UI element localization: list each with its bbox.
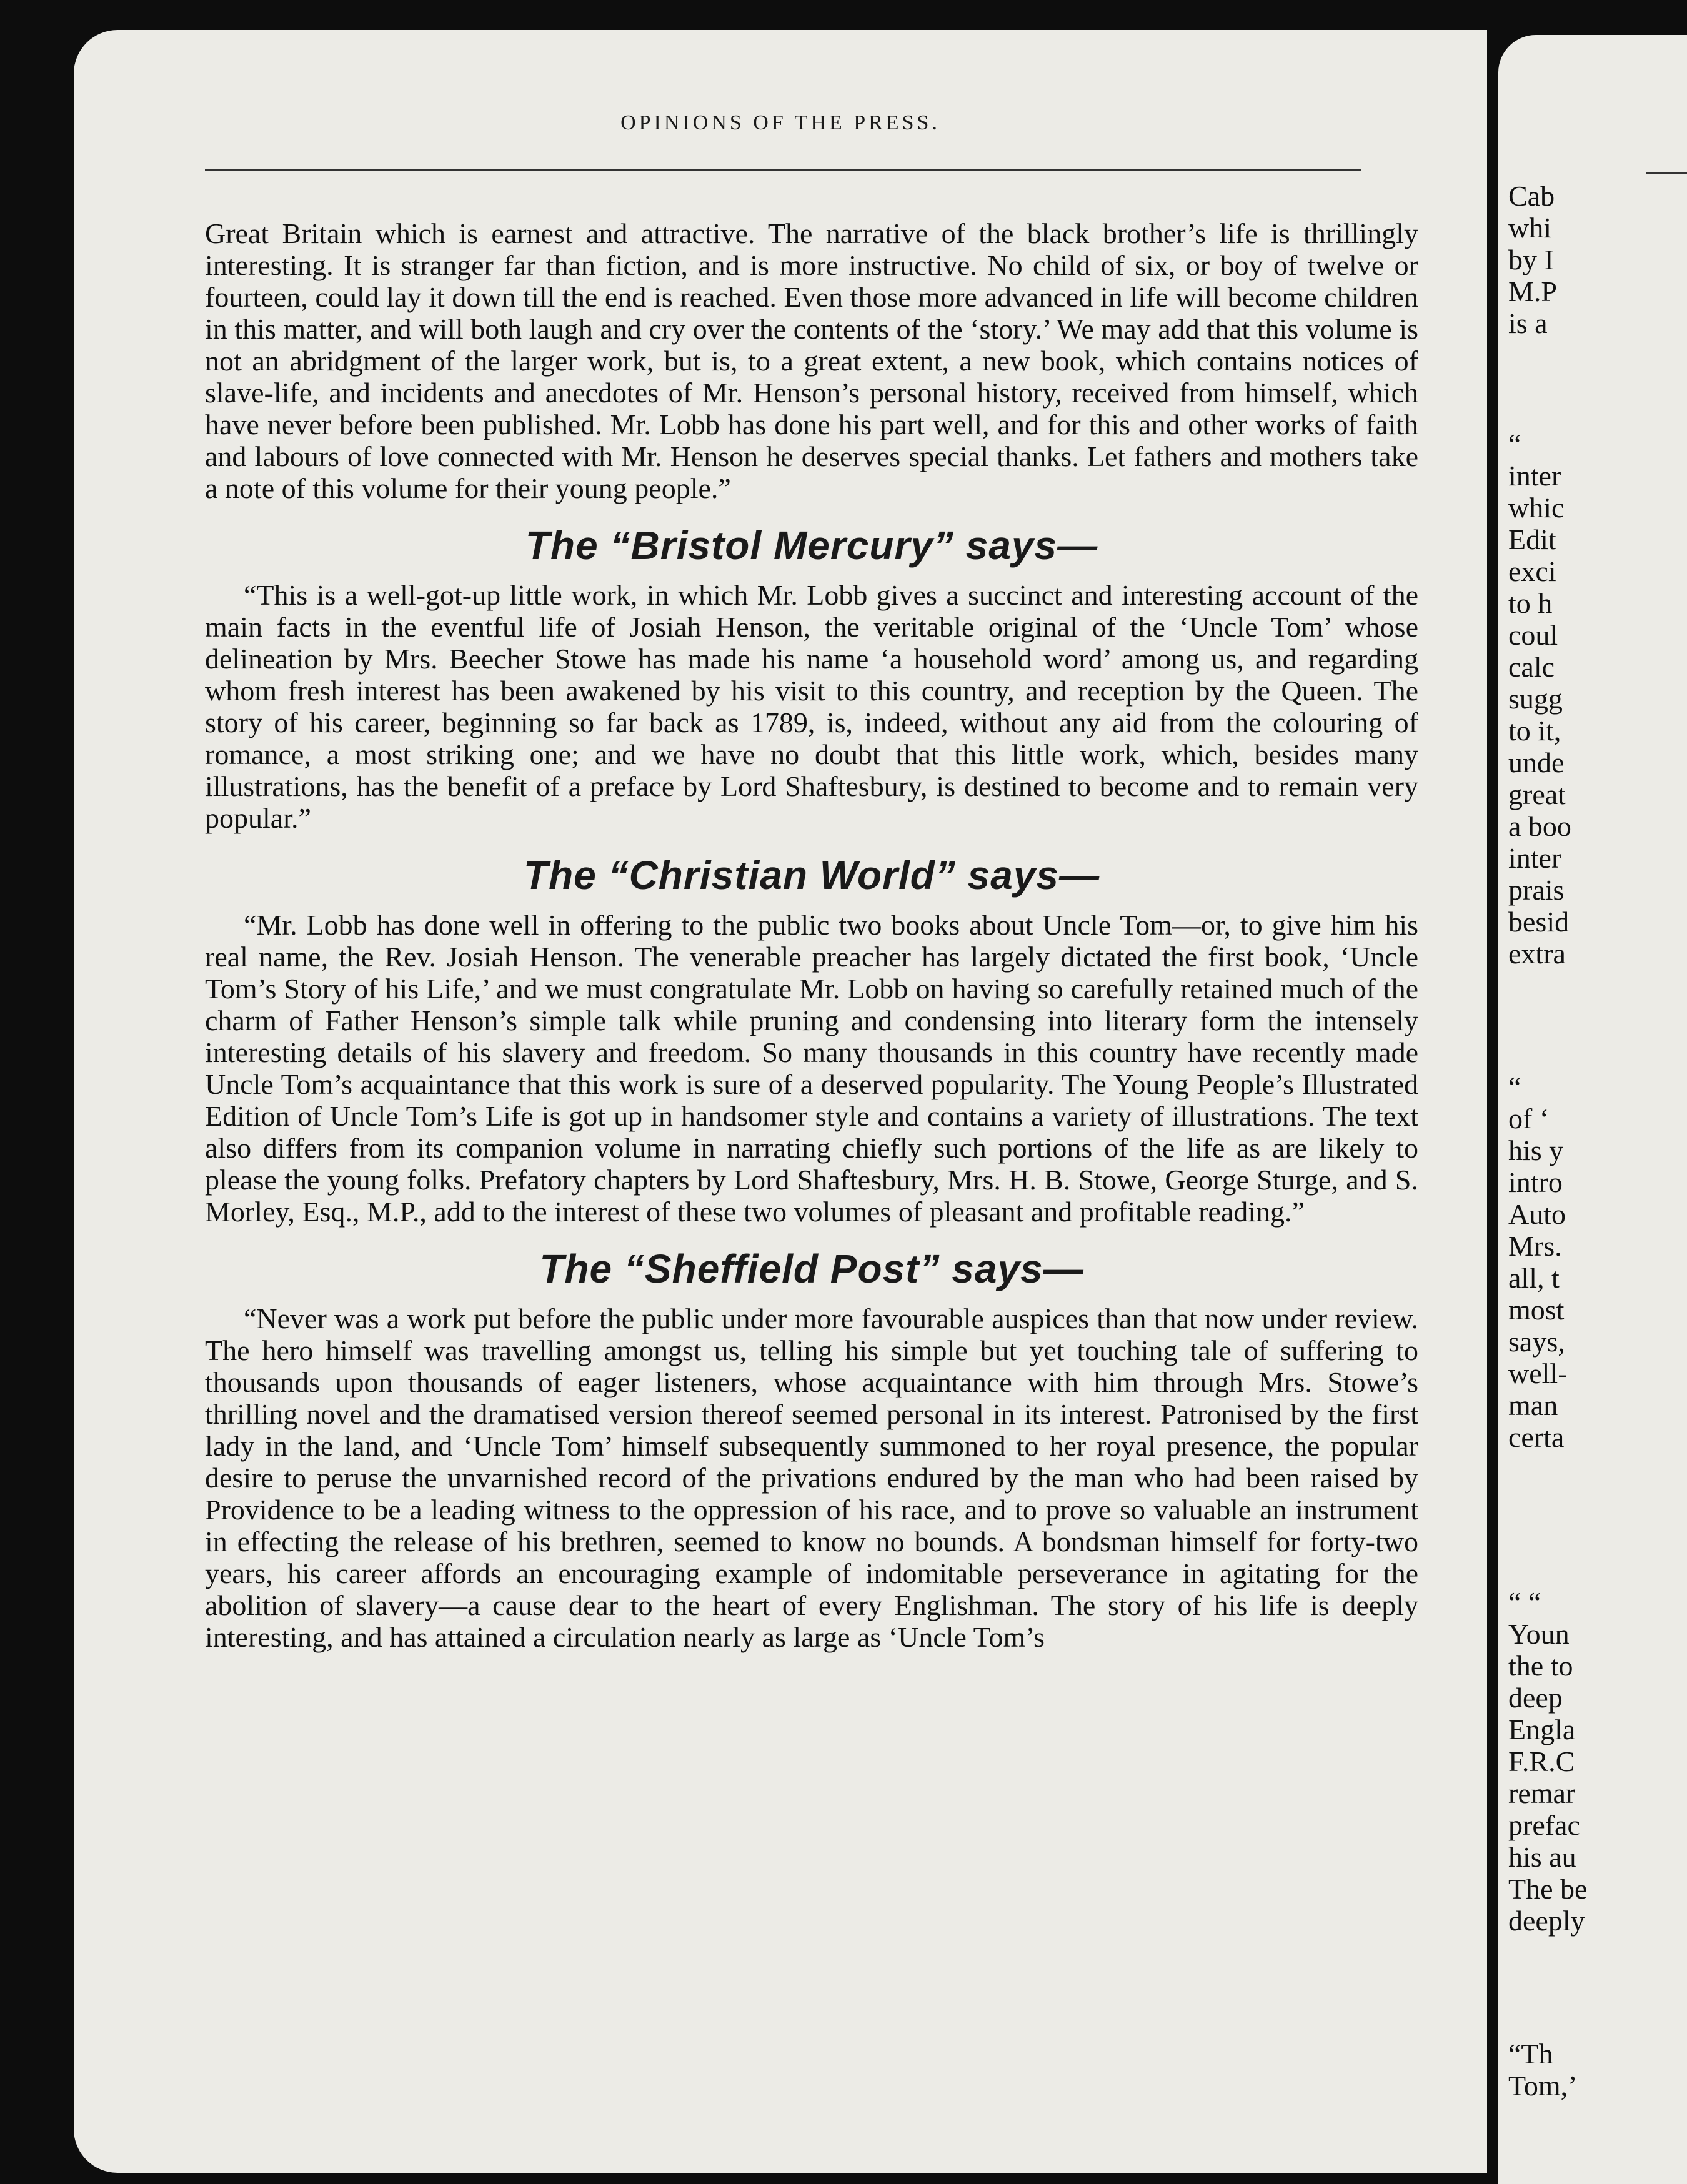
right-page-fragment: M.P [1508, 275, 1557, 307]
right-page-fragment: prefac [1508, 1809, 1580, 1841]
right-page-fragment: “Th [1508, 2038, 1553, 2070]
review-text-sheffield-post: “Never was a work put before the public under more favourable auspices than that now under review. The hero himself was travelling amongst us, telling his simple but yet touching tale of suffering to thousands upon thousands of eager listeners, whose acquaintance with him through Mrs. Stowe’s thrilling novel and the dramatised version thereof seemed personal in its interest. Patronised by the first lady in the land, and ‘Uncle Tom’ himself subsequently summoned to her royal presence, the popular desire to peruse the unvarnished record of the privations endured by the man who had been raised by Providence to be a leading witness to the oppression of his race, and to prove so valuable an instrument in effecting the release of his brethren, seemed to know no bounds. A bondsman himself for forty-two years, his career affords an encouraging example of indomitable perseverance in agitating for the abolition of slavery—a cause dear to the heart of every Englishman. The story of his life is deeply interesting, and has attained a circulation nearly as large as ‘Uncle Tom’s [205, 1303, 1418, 1653]
left-page [74, 30, 1487, 2173]
right-page-fragment: sugg [1508, 683, 1563, 715]
right-page-fragment: “ [1508, 1071, 1521, 1103]
right-page-fragment: Edit [1508, 524, 1556, 555]
right-page-fragment: coul [1508, 619, 1558, 651]
right-page-fragment: great [1508, 778, 1566, 810]
right-page-fragment: of ‘ [1508, 1103, 1550, 1134]
right-page-fragment: his y [1508, 1134, 1564, 1166]
right-page-fragment: F.R.C [1508, 1745, 1575, 1777]
right-page-fragment: whic [1508, 492, 1565, 524]
right-page-fragment: whi [1508, 212, 1551, 244]
right-page-fragment: inter [1508, 460, 1561, 492]
right-page-fragment: says, [1508, 1326, 1565, 1358]
right-page-fragment: man [1508, 1389, 1558, 1421]
right-page-fragment: remar [1508, 1777, 1576, 1809]
right-page-fragment: intro [1508, 1166, 1563, 1198]
right-page-fragment: to h [1508, 587, 1553, 619]
right-page-fragment: “ [1508, 428, 1521, 460]
right-page-fragment: Tom,’ [1508, 2070, 1578, 2102]
review-heading-christian-world: The “Christian World” says— [524, 853, 1100, 898]
right-page-fragment: deep [1508, 1682, 1563, 1714]
right-page-fragment: Youn [1508, 1618, 1570, 1650]
right-page-fragment: his au [1508, 1841, 1576, 1873]
right-page-fragment: calc [1508, 651, 1555, 683]
right-page-fragment: Cab [1508, 180, 1555, 212]
right-header-rule [1646, 172, 1687, 174]
running-header: OPINIONS OF THE PRESS. [620, 111, 940, 134]
right-page-fragment: Engla [1508, 1714, 1576, 1745]
review-text-bristol-mercury: “This is a well-got-up little work, in which Mr. Lobb gives a succinct and interesting account of the main facts in the eventful life of Josiah Henson, the veritable original of the ‘Uncle Tom’ whose delineation by Mrs. Beecher Stowe has made his name ‘a household word’ among us, and regarding whom fresh interest has been awakened by his visit to this country, and reception by the Queen. The story of his career, beginning so far back as 1789, is, indeed, without any aid from the colouring of romance, a most striking one; and we have no doubt that this little work, which, besides many illustrations, has the benefit of a preface by Lord Shaftesbury, is destined to become and to remain very popular.” [205, 579, 1418, 834]
right-page-fragment: a boo [1508, 810, 1571, 842]
right-page-fragment: by I [1508, 244, 1554, 275]
right-page-fragment: is a [1508, 307, 1548, 339]
intro-paragraph: Great Britain which is earnest and attractive. The narrative of the black brother’s life is thrillingly interesting. It is stranger far than fiction, and is more instructive. No child of six, or boy of twelve or fourteen, could lay it down till the end is reached. Even those more advanced in life will become children in this matter, and will both laugh and cry over the contents of the ‘story.’ We may add that this volume is not an abridgment of the larger work, but is, to a great extent, a new book, which contains notices of slave-life, and incidents and anecdotes of Mr. Henson’s personal history, received from himself, which have never before been published. Mr. Lobb has done his part well, and for this and other works of faith and labours of love connected with Mr. Henson he deserves special thanks. Let fathers and mothers take a note of this volume for their young people.” [205, 217, 1418, 504]
review-heading-sheffield-post: The “Sheffield Post” says— [539, 1246, 1084, 1291]
right-page-fragment: certa [1508, 1421, 1565, 1453]
right-page-fragment: The be [1508, 1873, 1588, 1905]
text-column [205, 217, 1418, 1653]
right-page-fragment: most [1508, 1294, 1565, 1326]
review-heading-bristol-mercury: The “Bristol Mercury” says— [525, 523, 1098, 568]
right-page-fragment: extra [1508, 938, 1566, 970]
right-page-fragment: inter [1508, 842, 1561, 874]
right-page-fragment: the to [1508, 1650, 1573, 1682]
right-page-fragment: deeply [1508, 1905, 1585, 1937]
right-page-fragment: besid [1508, 906, 1570, 938]
right-page-fragment: exci [1508, 555, 1556, 587]
right-page-fragment: all, t [1508, 1262, 1560, 1294]
right-page-fragment: well- [1508, 1358, 1568, 1389]
right-page-fragment: Mrs. [1508, 1230, 1562, 1262]
right-page-fragment: unde [1508, 747, 1565, 778]
right-page-fragment: Auto [1508, 1198, 1566, 1230]
right-page-edge [1498, 35, 1687, 2184]
right-page-fragment: to it, [1508, 715, 1561, 747]
right-page-fragment: prais [1508, 874, 1565, 906]
header-rule [205, 169, 1361, 171]
review-text-christian-world: “Mr. Lobb has done well in offering to the public two books about Uncle Tom—or, to give him his real name, the Rev. Josiah Henson. The venerable preacher has largely dictated the first book, ‘Uncle Tom’s Story of his Life,’ and we must congratulate Mr. Lobb on having so carefully retained much of the charm of Father Henson’s simple talk while pruning and condensing into literary form the intensely interesting details of his slavery and freedom. So many thousands in this country have recently made Uncle Tom’s acquaintance that this work is sure of a deserved popularity. The Young People’s Illustrated Edition of Uncle Tom’s Life is got up in handsomer style and contains a variety of illustrations. The text also differs from its companion volume in narrating chiefly such portions of the life as are likely to please the young folks. Prefatory chapters by Lord Shaftesbury, Mrs. H. B. Stowe, George Sturge, and S. Morley, Esq., M.P., add to the interest of these two volumes of pleasant and profitable reading.” [205, 909, 1418, 1228]
right-page-fragment: “ “ [1508, 1586, 1541, 1618]
